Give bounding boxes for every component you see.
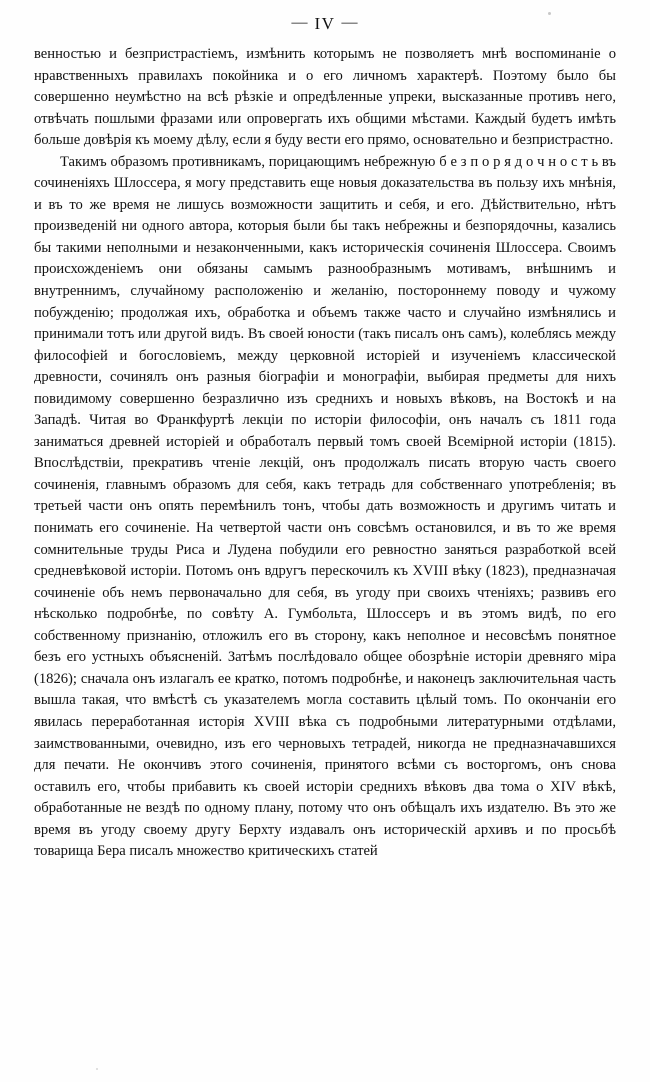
paper-speck	[548, 12, 551, 15]
paragraph: венностью и безпристрастіемъ, измѣнить которымъ не позволяетъ мнѣ воспоминаніе о нравственныхъ правилахъ покойника и о его личномъ характерѣ. Поэтому было бы совершенно неумѣстно на всѣ рѣзкіе и опредѣленные упреки, высказанные противъ него, отвѣчать пошлыми фразами или опровергать ихъ общими мѣстами. Каждый будетъ имѣть больше довѣрія къ моему дѣлу, если я буду вести его прямо, основательно и безпристрастно.	[34, 46, 616, 149]
page-marker-right: —	[341, 14, 359, 31]
paragraph: Такимъ образомъ противникамъ, порицающимъ небрежную б е з п о р я д о ч н о с т ь въ сочиненіяхъ Шлоссера, я могу представить еще новыя доказательства въ пользу ихъ мнѣнія, и въ то же время не лишусь возможности защитить и себя, и его. Дѣйствительно, нѣтъ произведеній ни одного автора, которыя были бы такъ небрежны и безпорядочны, казались бы такими неполными и незаконченными, какъ историческія сочиненія Шлоссера. Своимъ происхожденіемъ они обязаны самымъ разнообразнымъ мотивамъ, внѣшнимъ и внутреннимъ, случайному расположенію и желанію, постороннему поводу и чужому побужденію; продолжая ихъ, обработка и объемъ также часто и случайно измѣнялись и принимали тотъ или другой видъ. Въ своей юности (такъ писалъ онъ самъ), колеблясь между философіей и богословіемъ, между церковной исторіей и изученіемъ классической древности, сочинялъ онъ разныя біографіи и монографіи, выбирая предметы для нихъ повидимому совершенно безразлично изъ среднихъ и новыхъ вѣковъ, на Востокѣ и на Западѣ. Читая во Франкфуртѣ лекціи по исторіи философіи, онъ началъ съ 1811 года заниматься древней исторіей и обработалъ первый томъ своей Всемірной исторіи (1815). Впослѣдствіи, прекративъ чтеніе лекцій, онъ продолжалъ писать вторую часть своего сочиненія, главнымъ образомъ для себя, какъ тетрадь для собственнаго употребленія; въ третьей части онъ опять перемѣнилъ тонъ, чтобы дать возможность и другимъ читать и понимать его сочиненіе. На четвертой части онъ совсѣмъ остановился, и въ то же время сомнительные труды Риса и Лудена побудили его ревностно заняться разработкой всей средневѣковой исторіи. Потомъ онъ вдругъ перескочилъ къ XVIII вѣку (1823), предназначая сочиненіе объ немъ первоначально для себя, въ угоду при своихъ чтеніяхъ; развивъ его нѣсколько подробнѣе, по совѣту А. Гумбольта, Шлоссеръ и въ этомъ видѣ, по его собственному признанію, отложилъ его въ сторону, какъ неполное и несовсѣмъ понятное безъ его устныхъ объясненій. Затѣмъ послѣдовало общее обозрѣніе исторіи древняго міра (1826); сначала онъ излагалъ ее кратко, потомъ подробнѣе, и наконецъ заключительная часть вышла такая, что вмѣстѣ съ указателемъ могла составить цѣлый томъ. По окончаніи его явилась переработанная исторія XVIII вѣка съ подробными литературными отдѣлами, заимствованными, очевидно, изъ его черновыхъ тетрадей, никогда не предназначавшихся для печати. Не окончивъ этого сочиненія, принятого всѣми съ восторгомъ, онъ снова оставилъ его, чтобы прибавить къ своей исторіи среднихъ вѣковъ два тома о XIV вѣкѣ, обработанные не вездѣ по одному плану, потому что онъ обѣщалъ ихъ издателю. Въ это же время въ угоду своему другу Берхту издавалъ онъ историческій архивъ и по просьбѣ товарища Бера писалъ множество критическихъ статей	[34, 153, 616, 860]
page-number: IV	[314, 14, 336, 33]
page-header	[34, 0, 616, 44]
page-body	[34, 44, 616, 863]
paper-speck	[96, 1068, 98, 1070]
page-marker-left: —	[291, 14, 309, 31]
